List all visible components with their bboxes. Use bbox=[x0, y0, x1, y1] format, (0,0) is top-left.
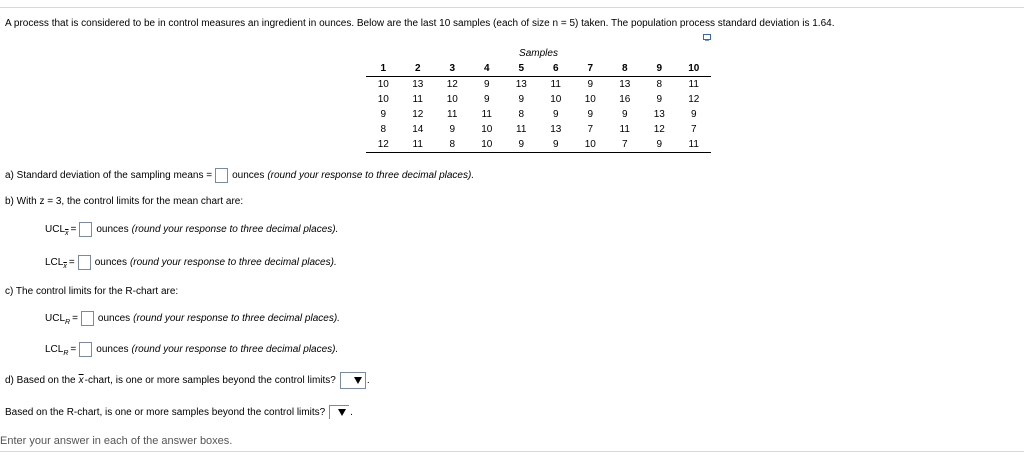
table-cell: 9 bbox=[690, 109, 697, 120]
table-cell: 11 bbox=[401, 137, 436, 153]
instructions-footer: Enter your answer in each of the answer boxes. bbox=[0, 435, 233, 447]
lcl-mean-row bbox=[45, 255, 337, 270]
lcl-r-equals: = bbox=[70, 344, 77, 355]
column-header: 2 bbox=[401, 61, 436, 77]
table-cell: 12 bbox=[653, 124, 665, 135]
table-cell: 9 bbox=[483, 94, 490, 105]
table-cell: 13 bbox=[653, 109, 665, 120]
ucl-r-subscript: R bbox=[65, 319, 71, 326]
table-cell: 10 bbox=[377, 79, 389, 90]
table-cell: 13 bbox=[619, 79, 631, 90]
table-cell: 9 bbox=[552, 109, 559, 120]
part-d-xbar: $\overline{x}$ bbox=[78, 375, 84, 386]
table-cell: 13 bbox=[412, 79, 424, 90]
part-d-period: . bbox=[366, 375, 370, 386]
table-cell: 13 bbox=[515, 79, 527, 90]
table-cell: 10 bbox=[584, 94, 596, 105]
ucl-mean-input[interactable] bbox=[79, 222, 92, 237]
table-cell: 9 bbox=[483, 79, 490, 90]
bottom-divider bbox=[0, 451, 1024, 452]
table-cell: 13 bbox=[550, 124, 562, 135]
table-cell: 8 bbox=[435, 137, 470, 153]
part-d-prefix: d) Based on the bbox=[5, 375, 76, 386]
triangle-down-icon bbox=[354, 377, 362, 384]
table-cell: 9 bbox=[539, 137, 574, 153]
table-cell: 11 bbox=[550, 79, 561, 90]
column-header: 7 bbox=[573, 61, 608, 77]
table-cell: 11 bbox=[688, 79, 699, 90]
part-e-row bbox=[5, 405, 353, 419]
table-cell: 9 bbox=[642, 137, 677, 153]
table-cell: 11 bbox=[481, 109, 492, 120]
table-cell: 11 bbox=[447, 109, 458, 120]
table-cell: 14 bbox=[412, 124, 424, 135]
table-cell: 9 bbox=[504, 137, 539, 153]
top-divider bbox=[0, 7, 1024, 8]
ucl-r-hint: (round your response to three decimal places). bbox=[133, 313, 340, 324]
table-cell: 12 bbox=[412, 109, 424, 120]
table-cell: 11 bbox=[677, 137, 712, 153]
table-cell: 9 bbox=[380, 109, 387, 120]
ucl-mean-unit: ounces bbox=[96, 224, 129, 235]
table-row bbox=[366, 107, 711, 122]
ucl-r-input[interactable] bbox=[81, 311, 94, 326]
table-header-row bbox=[366, 61, 711, 77]
part-a-row bbox=[5, 168, 474, 183]
part-a-label: a) Standard deviation of the sampling means = bbox=[5, 170, 213, 181]
table-cell: 9 bbox=[621, 109, 628, 120]
problem-statement: A process that is considered to be in control measures an ingredient in ounces. Below are the last 10 samples (each of size n = 5) taken. The population process standard deviation is 1.64. bbox=[5, 18, 835, 29]
table-cell: 8 bbox=[656, 79, 663, 90]
column-header: 4 bbox=[470, 61, 505, 77]
table-cell: 10 bbox=[573, 137, 608, 153]
part-d-row bbox=[5, 372, 370, 389]
ucl-r-equals: = bbox=[72, 313, 78, 324]
table-cell: 10 bbox=[377, 94, 389, 105]
column-header: 5 bbox=[504, 61, 539, 77]
column-header: 9 bbox=[642, 61, 677, 77]
ucl-r-prefix: UCL bbox=[45, 313, 66, 324]
column-header: 3 bbox=[435, 61, 470, 77]
ucl-mean-row bbox=[45, 222, 338, 237]
table-cell: 8 bbox=[380, 124, 387, 135]
table-cell: 10 bbox=[481, 124, 493, 135]
table-cell: 7 bbox=[608, 137, 643, 153]
lcl-r-input[interactable] bbox=[79, 342, 92, 357]
part-e-period: . bbox=[350, 406, 353, 418]
xbar-chart-answer-dropdown[interactable] bbox=[340, 372, 366, 389]
part-a-hint: (round your response to three decimal places). bbox=[267, 170, 475, 181]
lcl-mean-unit: ounces bbox=[94, 257, 127, 268]
ucl-r-unit: ounces bbox=[97, 313, 131, 324]
lcl-mean-hint: (round your response to three decimal places). bbox=[129, 257, 337, 268]
part-c-row bbox=[5, 286, 178, 297]
ucl-mean-equals: = bbox=[70, 224, 77, 235]
table-row bbox=[366, 92, 711, 107]
table-caption: Samples bbox=[519, 48, 558, 59]
samples-table bbox=[366, 46, 711, 153]
table-cell: 9 bbox=[449, 124, 456, 135]
table-cell: 16 bbox=[619, 94, 631, 105]
lcl-r-hint: (round your response to three decimal places). bbox=[131, 344, 339, 355]
table-cell: 10 bbox=[470, 137, 505, 153]
table-cell: 11 bbox=[516, 124, 527, 135]
column-header: 10 bbox=[677, 61, 712, 77]
part-c-label: c) The control limits for the R-chart are: bbox=[5, 286, 179, 297]
table-cell: 7 bbox=[690, 124, 697, 135]
table-cell: 12 bbox=[688, 94, 700, 105]
lcl-r-unit: ounces bbox=[96, 344, 129, 355]
table-cell: 10 bbox=[550, 94, 562, 105]
table-cell: 9 bbox=[587, 79, 594, 90]
table-row bbox=[366, 122, 711, 137]
part-a-unit: ounces bbox=[232, 170, 265, 181]
column-header: 1 bbox=[366, 61, 401, 77]
part-b-row bbox=[5, 196, 243, 207]
table-cell: 11 bbox=[412, 94, 423, 105]
lcl-mean-input[interactable] bbox=[78, 255, 91, 270]
lcl-r-subscript: R bbox=[63, 350, 69, 357]
table-row bbox=[366, 137, 711, 153]
lcl-mean-prefix: LCL bbox=[45, 257, 64, 268]
lcl-r-row bbox=[45, 342, 338, 357]
table-row bbox=[366, 77, 711, 93]
lcl-mean-equals: = bbox=[68, 257, 75, 268]
table-cell: 9 bbox=[656, 94, 663, 105]
copy-icon[interactable] bbox=[703, 34, 711, 41]
column-header: 8 bbox=[608, 61, 643, 77]
ucl-mean-hint: (round your response to three decimal places). bbox=[131, 224, 339, 235]
part-b-label: b) With z = 3, the control limits for the mean chart are: bbox=[5, 196, 244, 207]
lcl-mean-subscript: $\overline{x}$ bbox=[63, 263, 67, 270]
triangle-down-icon bbox=[338, 409, 346, 416]
column-header: 6 bbox=[539, 61, 574, 77]
ucl-r-row bbox=[45, 311, 340, 326]
table-cell: 9 bbox=[518, 94, 525, 105]
table-cell: 10 bbox=[446, 94, 458, 105]
part-d-suffix: -chart, is one or more samples beyond the control limits? bbox=[84, 375, 336, 386]
table-cell: 8 bbox=[518, 109, 525, 120]
table-cell: 11 bbox=[619, 124, 630, 135]
table-cell: 12 bbox=[366, 137, 401, 153]
std-dev-sampling-means-input[interactable] bbox=[215, 168, 228, 183]
table-cell: 7 bbox=[587, 124, 594, 135]
r-chart-answer-dropdown[interactable] bbox=[329, 405, 349, 419]
table-cell: 12 bbox=[446, 79, 458, 90]
lcl-r-prefix: LCL bbox=[45, 344, 64, 355]
ucl-mean-prefix: UCL bbox=[45, 224, 66, 235]
ucl-mean-subscript: $\overline{x}$ bbox=[65, 230, 69, 237]
part-e-label: Based on the R-chart, is one or more samples beyond the control limits? bbox=[5, 406, 326, 418]
table-cell: 9 bbox=[587, 109, 594, 120]
